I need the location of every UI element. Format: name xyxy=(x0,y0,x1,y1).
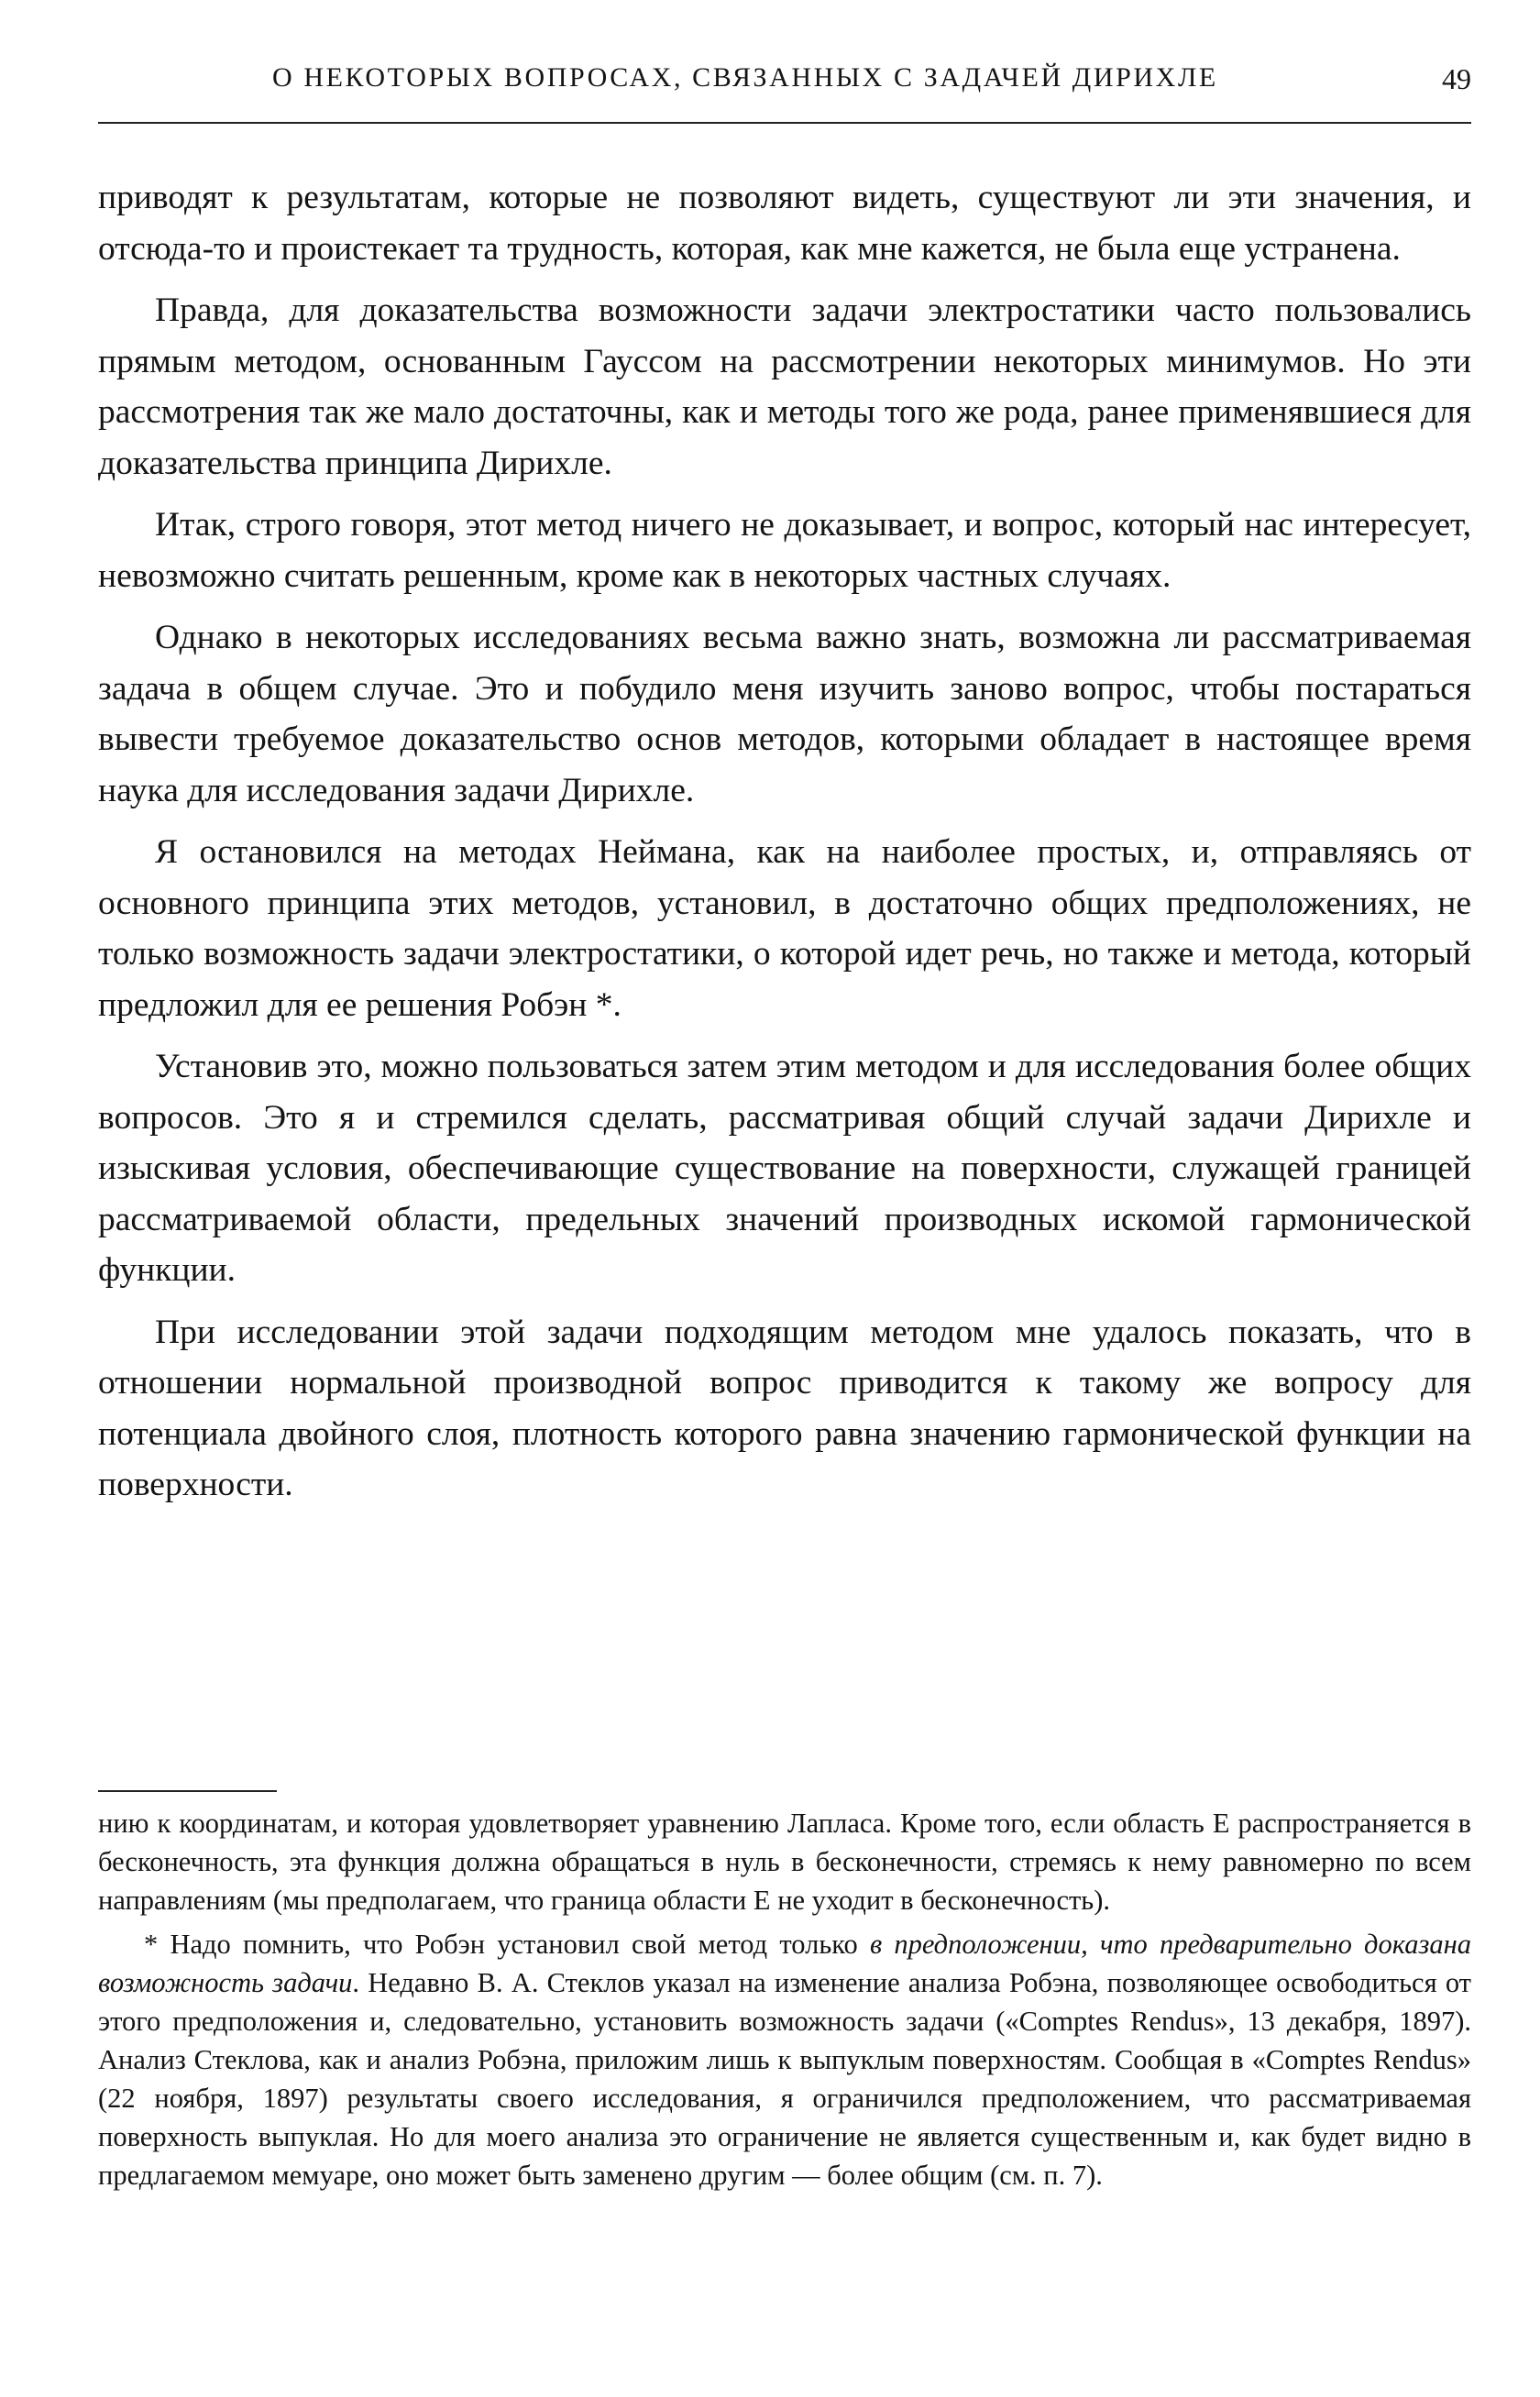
paragraph-2: Правда, для доказательства возможности задачи электростатики часто пользовались прямым методом, основанным Гауссом на рассмотрении некоторых минимумов. Но эти рассмотрения так же мало достаточны, как и методы того же рода, ранее применявшиеся для доказательства принципа Дирихле. xyxy=(98,291,1471,482)
footnote-star-italic: в предположении, что предварительно доказана возможность задачи xyxy=(98,1929,1471,1998)
footnote-continuation: нию к координатам, и которая удовлетворяет уравнению Лапласа. Кроме того, если область E распространяется в бесконечность, эта функция должна обращаться в нуль в бесконечности, стремясь к нему равномерно по всем направлениям (мы предполагаем, что граница области E не уходит в бесконечность). xyxy=(98,1808,1471,1916)
footnote-star xyxy=(98,1925,1471,2194)
paragraph-3: Итак, строго говоря, этот метод ничего не доказывает, и вопрос, который нас интересует, невозможно считать решенным, кроме как в некоторых частных случаях. xyxy=(98,506,1471,595)
book-page xyxy=(98,55,1471,2191)
paragraph-5: Я остановился на методах Неймана, как на наиболее простых, и, отправляясь от основного принципа этих методов, установил, в достаточно общих предположениях, не только возможность задачи электростатики, о которой идет речь, но также и метода, который предложил для ее решения Робэн *. xyxy=(98,833,1471,1024)
footnote-rule xyxy=(98,1790,277,1792)
main-text xyxy=(98,172,1471,1522)
running-head: О НЕКОТОРЫХ ВОПРОСАХ, СВЯЗАННЫХ С ЗАДАЧЕЙ ДИРИХЛЕ xyxy=(272,62,1218,93)
page-number: 49 xyxy=(1442,62,1471,95)
header-rule xyxy=(98,122,1471,124)
footnote-star-rest: . Недавно В. А. Стеклов указал на изменение анализа Робэна, позволяющее освободиться от этого предположения и, следовательно, установить возможность задачи («Comptes Rendus», 13 декабря, 1897). Анализ Стеклова, как и анализ Робэна, приложим лишь к выпуклым поверхностям. Сообщая в «Comptes Rendus» (22 ноября, 1897) результаты своего исследования, я ограничился предположением, что рассматриваемая поверхность выпуклая. Но для моего анализа это ограничение не является существенным и, как будет видно в предлагаемом мемуаре, оно может быть заменено другим — более общим (см. п. 7). xyxy=(98,1967,1471,2191)
paragraph-1: приводят к результатам, которые не позволяют видеть, существуют ли эти значения, и отсюда-то и проистекает та трудность, которая, как мне кажется, не была еще устранена. xyxy=(98,179,1471,268)
paragraph-7: При исследовании этой задачи подходящим методом мне удалось показать, что в отношении нормальной производной вопрос приводится к такому же вопросу для потенциала двойного слоя, плотность которого равна значению гармонической функции на поверхности. xyxy=(98,1313,1471,1503)
paragraph-6: Установив это, можно пользоваться затем этим методом и для исследования более общих вопросов. Это я и стремился сделать, рассматривая общий случай задачи Дирихле и изыскивая условия, обеспечивающие существование на поверхности, служащей границей рассматриваемой области, предельных значений производных искомой гармонической функции. xyxy=(98,1048,1471,1289)
footnote-star-lead: * Надо помнить, что Робэн установил свой метод только xyxy=(144,1929,870,1960)
paragraph-4: Однако в некоторых исследованиях весьма важно знать, возможна ли рассматриваемая задача в общем случае. Это и побудило меня изучить заново вопрос, чтобы постараться вывести требуемое доказательство основ методов, которыми обладает в настоящее время наука для исследования задачи Дирихле. xyxy=(98,619,1471,809)
page-header xyxy=(98,55,1471,110)
footnotes xyxy=(98,1804,1471,2200)
